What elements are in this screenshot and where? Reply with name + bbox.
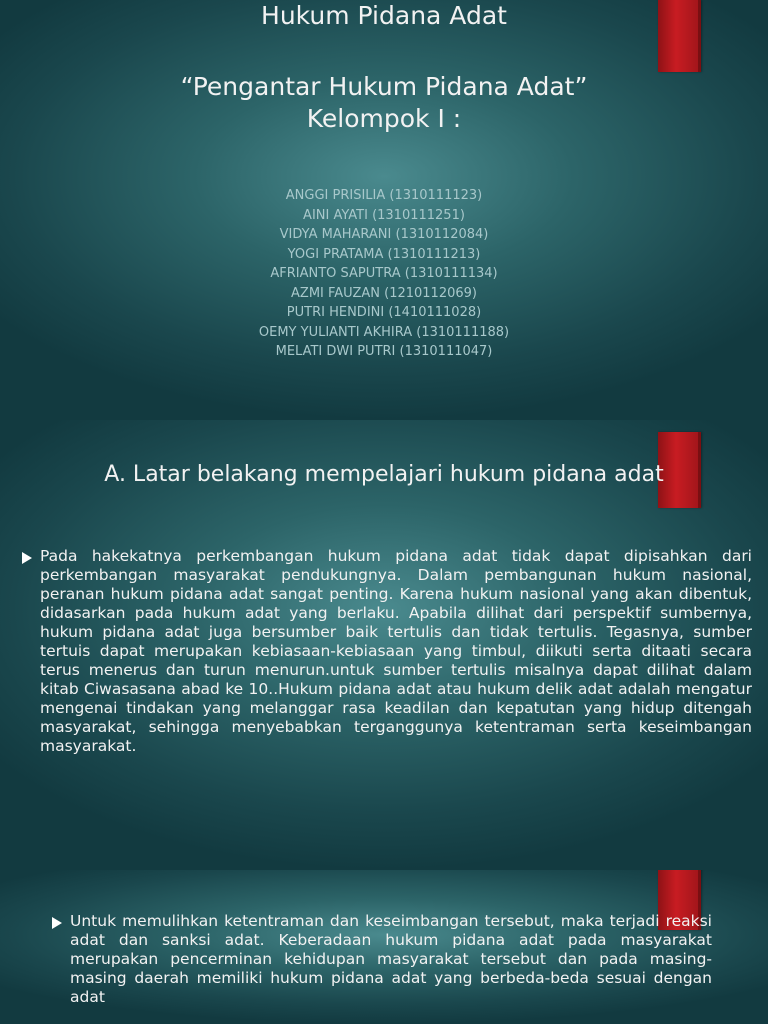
member-item: AFRIANTO SAPUTRA (1310111134) xyxy=(270,266,498,281)
group-label: Kelompok I : xyxy=(306,104,462,133)
triangle-bullet-icon xyxy=(52,917,62,929)
slide-title xyxy=(0,0,768,420)
triangle-bullet-icon xyxy=(22,552,32,564)
bullet-paragraph xyxy=(52,912,712,1007)
paragraph-text: Pada hakekatnya perkembangan hukum pidana adat tidak dapat dipisahkan dari perkembangan masyarakat pendukungnya. Dalam pembangunan hukum nasional, peranan hukum pidana adat sangat penting. Karena hukum nasional yang akan dibentuk, didasarkan pada hukum adat yang berlaku. Apabila dilihat dari perspektif sumbernya, hukum pidana adat juga bersumber baik tertulis dan tidak tertulis. Tegasnya, sumber tertuis dapat merupakan kebiasaan-kebiasaan yang timbul, diikuti serta ditaati secara terus menerus dan turun menurun.untuk sumber tertulis misalnya dapat dilihat dalam kitab Ciwasasana abad ke 10..Hukum pidana adat atau hukum delik adat adalah mengatur mengenai tindakan yang melanggar rasa keadilan dan kepatutan yang hidup ditengah masyarakat, sehingga menyebabkan terganggunya ketentraman serta keseimbangan masyarakat. xyxy=(40,547,752,755)
member-list xyxy=(0,186,768,362)
member-item: AZMI FAUZAN (1210112069) xyxy=(291,285,477,301)
slide-title-text: Hukum Pidana Adat xyxy=(261,1,507,30)
member-item: PUTRI HENDINI (1410111028) xyxy=(286,305,482,320)
member-item: VIDYA MAHARANI (1310112084) xyxy=(279,227,489,242)
bullet-paragraph xyxy=(22,547,752,756)
slide-subtitle: “Pengantar Hukum Pidana Adat” xyxy=(180,72,588,101)
section-heading: A. Latar belakang mempelajari hukum pidana adat xyxy=(104,462,664,487)
paragraph-text: Untuk memulihkan ketentraman dan keseimbangan tersebut, maka terjadi reaksi adat dan sanksi adat. Keberadaan hukum pidana adat pada masyarakat merupakan pencerminan kehidupan masyarakat tersebut dan pada masing-masing daerah memiliki hukum pidana adat yang berbeda-beda sesuai dengan adat xyxy=(70,912,712,1006)
slide-latar-belakang xyxy=(0,420,768,870)
member-item: YOGI PRATAMA (1310111213) xyxy=(287,246,481,262)
member-item: ANGGI PRISILIA (1310111123) xyxy=(285,188,483,203)
member-item: MELATI DWI PUTRI (1310111047) xyxy=(275,344,493,359)
member-item: AINI AYATI (1310111251) xyxy=(303,207,465,223)
slide-continuation xyxy=(0,870,768,1024)
member-item: OEMY YULIANTI AKHIRA (1310111188) xyxy=(258,324,510,340)
